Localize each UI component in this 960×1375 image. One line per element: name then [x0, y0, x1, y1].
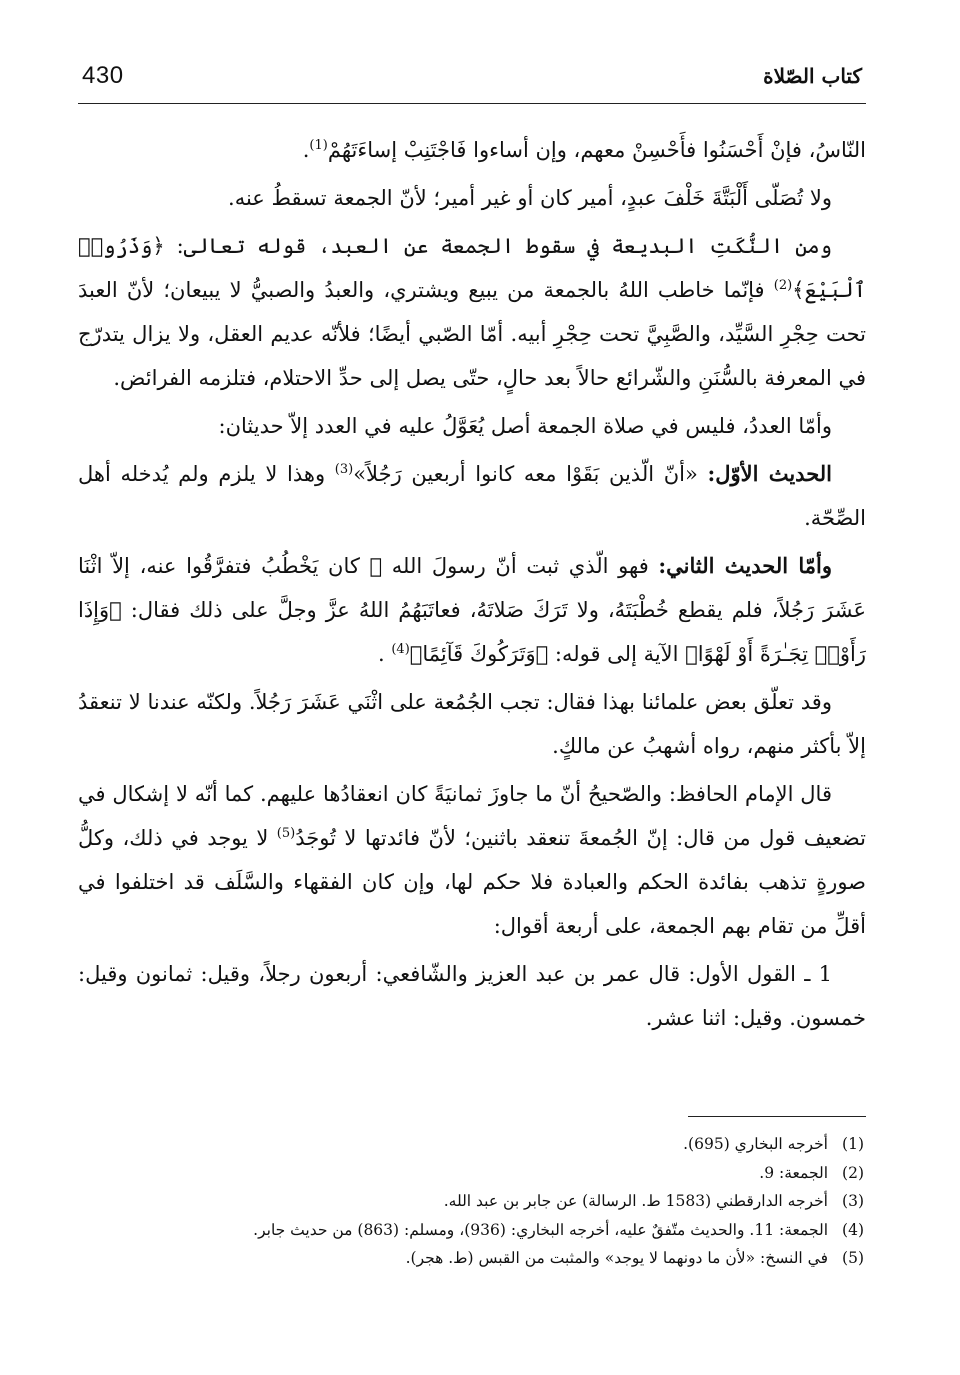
footnote-number: (4) [842, 1220, 864, 1239]
header-divider [78, 103, 866, 104]
footnote-text: أخرجه البخاري (695). [683, 1135, 828, 1153]
footnote-text: أخرجه الدارقطني (1583 ط. الرسالة) عن جابر بن عبد الله. [443, 1192, 828, 1210]
paragraph-2 [78, 176, 866, 220]
page-number: 430 [82, 62, 124, 89]
paragraph-4 [78, 404, 866, 448]
footnote-number: (3) [842, 1192, 864, 1210]
footnotes [78, 1130, 864, 1273]
footnote-reference: (2) [773, 278, 793, 293]
paragraph-tail: . [302, 138, 310, 162]
footnote-5 [78, 1244, 864, 1273]
paragraph-heading: وأمّا الحديث الثاني: [658, 553, 832, 578]
paragraph-text: النّاسُ، فإنْ أَحْسَنُوا فأَحْسِنْ معهم، وإن أساءوا فَاجْتَنِبْ إساءَتَهُمْ [327, 138, 866, 162]
footnote-3 [78, 1187, 864, 1216]
paragraph-tail: لا يوجد في ذلك، وكلُّ صورةٍ تذهب بفائدة الحكم والعبادة فلا حكم لها، وإن كان الفقهاء والسَّلَف قد اختلفوا في أقلِّ من تقام بهم الجمعة، على أربعة أقوال: [78, 826, 866, 938]
footnote-number: (5) [842, 1249, 864, 1267]
paragraph-text: فهو الّذي ثبت أنّ رسولَ الله ﷺ كان يَخْطُبُ فتفرَّقُوا عنه، إلاّ اثْنَا عَشَرَ رَجُلاً، فلم يقطع خُطْبَتَهُ، ولا تَرَكَ صَلاتَهُ، فعاتَبَهُمُ اللهُ عزَّ وجلَّ على ذلك فقال: ﴿وَإِذَا رَأَوْا۟ تِجَـٰرَةً أَوْ لَهْوًا﴾ الآية إلى قوله: ﴿وَتَرَكُوكَ قَآئِمًا﴾ [78, 554, 866, 666]
footnote-2 [78, 1159, 864, 1188]
paragraph-tail: . [377, 642, 392, 666]
paragraph-heading: الحديث الأوّل: [707, 461, 832, 486]
footnote-text: الجمعة: 11. والحديث متّفقٌ عليه، أخرجه البخاري: (936)، ومسلم: (863) من حديث جابر. [253, 1220, 828, 1239]
paragraph-9 [78, 952, 866, 1040]
footnote-reference: (1) [309, 138, 328, 153]
footnote-4 [78, 1216, 864, 1245]
footnote-text: الجمعة: 9. [759, 1163, 828, 1182]
paragraph-text: ومن النُّكَتِ البديعة في سقوط الجمعة عن العبد، قوله تعالى: ﴿وَذَرُوا۟ ٱلْبَيْعَ﴾ [78, 234, 866, 302]
running-header [78, 58, 866, 98]
paragraph-text: قال الإمام الحافظ: والصّحيحُ أنّ ما جاوزَ ثمانيَةً كان انعقادُها عليهم. كما أنّه لا إشكال في تضعيف قول من قال: إنّ الجُمعةَ تنعقد باثنين؛ لأنّ فائدتها لا تُوجَدُ [78, 782, 866, 850]
paragraph-1 [78, 128, 866, 172]
paragraph-text: «أنّ الّذين بَقَوْا معه كانوا أربعين رَجُلاً» [353, 462, 708, 486]
paragraph-7 [78, 680, 866, 768]
footnote-number: (2) [842, 1163, 864, 1182]
book-title: كتاب الصّلاة [763, 64, 862, 88]
paragraph-text: ولا تُصَلّى أَلْبَتَّةَ خَلْفَ عبدٍ، أمير كان أو غير أمير؛ لأنّ الجمعة تسقطُ عنه. [228, 186, 832, 210]
footnote-divider [688, 1116, 866, 1117]
paragraph-5 [78, 452, 866, 540]
paragraph-8 [78, 772, 866, 948]
paragraph-text: وقد تعلّق بعض علمائنا بهذا فقال: تجب الجُمُعة على اثْنَي عَشَرَ رَجُلاً. ولكنّه عندنا لا تنعقدُ إلاّ بأكثر منهم، رواه أشهبُ عن مالكٍ. [78, 690, 866, 758]
paragraph-tail: فإنّما خاطب اللهُ بالجمعة من يبيع ويشتري، والعبدُ والصبيُّ لا يبيعان؛ لأنّ العبدَ تحت حِجْرِ السَّيِّد، والصَّبِيَّ تحت حِجْرِ أبيه. أمّا الصّبي أيضًا؛ فلأنّه عديم العقل، ولا يزال يتدرّج في المعرفة بالسُّنَنِ والشّرائع حالاً بعد حالٍ، حتّى يصل إلى حدِّ الاحتلام، فتلزمه الفرائض. [78, 278, 866, 390]
paragraph-text: وأمّا العددُ، فليس في صلاة الجمعة أصل يُعَوَّلُ عليه في العدد إلاّ حديثان: [218, 414, 832, 438]
footnote-1 [78, 1130, 864, 1159]
paragraph-text: 1 ـ القول الأول: قال عمر بن عبد العزيز والشّافعي: أربعون رجلاً، وقيل: ثمانون وقيل: خمسون. وقيل: اثنا عشر. [78, 962, 866, 1030]
footnote-reference: (5) [276, 826, 296, 841]
footnote-text: في النسخ: «لأن ما دونهما لا يوجد» والمثبت من القبس (ط. هجر). [405, 1249, 828, 1267]
footnote-reference: (4) [391, 642, 410, 657]
paragraph-3 [78, 224, 866, 400]
main-text [78, 128, 866, 1044]
paragraph-tail: وهذا لا يلزم ولم يُدخله أهل الصِّحّة. [78, 462, 866, 530]
footnote-number: (1) [842, 1135, 864, 1153]
footnote-reference: (3) [334, 462, 354, 477]
paragraph-6 [78, 544, 866, 676]
